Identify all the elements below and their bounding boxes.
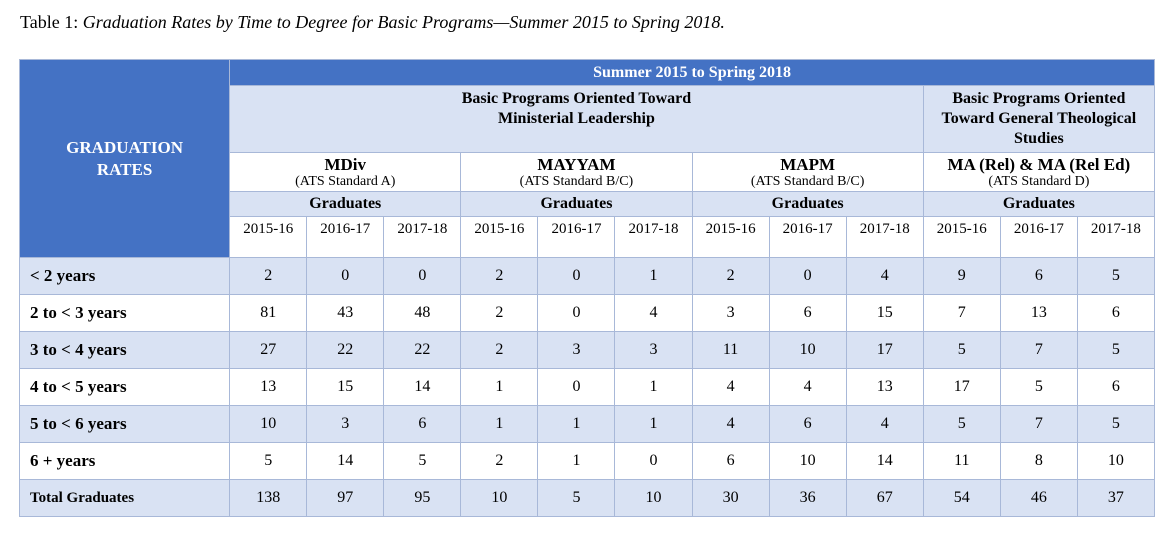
table-cell: 3 — [538, 332, 615, 369]
table-cell: 5 — [923, 406, 1000, 443]
caption-title: Graduation Rates by Time to Degree for Basic Programs—Summer 2015 to Spring 2018. — [82, 12, 725, 32]
group-header-ministerial — [230, 86, 924, 153]
table-cell: 6 — [1077, 369, 1154, 406]
table-cell: 0 — [384, 258, 461, 295]
table-cell: 4 — [692, 406, 769, 443]
table-cell: 3 — [615, 332, 692, 369]
graduates-subheader: Graduates — [923, 192, 1154, 217]
table-cell: 0 — [538, 258, 615, 295]
program-mayyam — [461, 153, 692, 192]
table-cell: 6 — [384, 406, 461, 443]
table-cell: 4 — [615, 295, 692, 332]
table-cell: 54 — [923, 480, 1000, 517]
table-cell: 1 — [615, 369, 692, 406]
table-row — [20, 369, 1155, 406]
table-cell: 9 — [923, 258, 1000, 295]
table-cell: 15 — [846, 295, 923, 332]
table-cell: 10 — [615, 480, 692, 517]
table-cell: 14 — [384, 369, 461, 406]
table-cell: 5 — [1077, 258, 1154, 295]
table-cell: 97 — [307, 480, 384, 517]
table-cell: 11 — [692, 332, 769, 369]
table-cell: 46 — [1000, 480, 1077, 517]
table-cell: 8 — [1000, 443, 1077, 480]
table-cell: 10 — [1077, 443, 1154, 480]
graduates-subheader: Graduates — [461, 192, 692, 217]
year-header: 2015-16 — [230, 217, 307, 258]
table-row — [20, 332, 1155, 369]
table-cell: 4 — [846, 406, 923, 443]
table-cell: 2 — [461, 295, 538, 332]
table-cell: 2 — [230, 258, 307, 295]
table-cell: 1 — [615, 258, 692, 295]
table-cell: 2 — [461, 258, 538, 295]
table-cell: 6 — [769, 295, 846, 332]
table-cell: 14 — [307, 443, 384, 480]
table-cell: 5 — [923, 332, 1000, 369]
table-cell: 5 — [1077, 332, 1154, 369]
table-cell: 17 — [923, 369, 1000, 406]
graduates-subheader: Graduates — [692, 192, 923, 217]
year-header: 2017-18 — [846, 217, 923, 258]
group-header-general — [923, 86, 1154, 153]
year-header: 2016-17 — [538, 217, 615, 258]
table-cell: 5 — [1000, 369, 1077, 406]
table-cell: 48 — [384, 295, 461, 332]
year-header: 2015-16 — [692, 217, 769, 258]
table-cell: 15 — [307, 369, 384, 406]
program-name: MDiv — [324, 154, 367, 174]
table-cell: 36 — [769, 480, 846, 517]
program-standard: (ATS Standard A) — [295, 173, 396, 189]
table-row — [20, 295, 1155, 332]
program-ma-rel — [923, 153, 1154, 192]
row-label: 3 to < 4 years — [20, 332, 230, 369]
year-header: 2017-18 — [615, 217, 692, 258]
table-cell: 17 — [846, 332, 923, 369]
table-cell: 4 — [846, 258, 923, 295]
table-cell: 3 — [692, 295, 769, 332]
table-cell: 0 — [615, 443, 692, 480]
table-cell: 81 — [230, 295, 307, 332]
table-cell: 11 — [923, 443, 1000, 480]
row-label: 5 to < 6 years — [20, 406, 230, 443]
table-cell: 2 — [461, 443, 538, 480]
table-cell: 13 — [1000, 295, 1077, 332]
table-row — [20, 258, 1155, 295]
table-cell: 13 — [230, 369, 307, 406]
row-label: 4 to < 5 years — [20, 369, 230, 406]
table-cell: 37 — [1077, 480, 1154, 517]
table-cell: 1 — [461, 369, 538, 406]
table-cell: 43 — [307, 295, 384, 332]
table-row — [20, 480, 1155, 517]
table-cell: 7 — [923, 295, 1000, 332]
table-cell: 2 — [461, 332, 538, 369]
table-cell: 67 — [846, 480, 923, 517]
table-cell: 13 — [846, 369, 923, 406]
row-label: < 2 years — [20, 258, 230, 295]
year-header: 2016-17 — [1000, 217, 1077, 258]
table-cell: 1 — [461, 406, 538, 443]
period-header: Summer 2015 to Spring 2018 — [230, 60, 1155, 86]
program-name: MA (Rel) & MA (Rel Ed) — [947, 154, 1131, 174]
table-cell: 1 — [538, 443, 615, 480]
table-cell: 0 — [307, 258, 384, 295]
year-header: 2017-18 — [1077, 217, 1154, 258]
table-cell: 7 — [1000, 332, 1077, 369]
table-cell: 6 — [769, 406, 846, 443]
table-cell: 5 — [1077, 406, 1154, 443]
table-cell: 0 — [538, 295, 615, 332]
table-cell: 1 — [538, 406, 615, 443]
year-header: 2015-16 — [461, 217, 538, 258]
caption-prefix: Table 1: — [20, 12, 83, 32]
graduation-rates-table — [19, 59, 1155, 517]
table-cell: 7 — [1000, 406, 1077, 443]
graduates-subheader: Graduates — [230, 192, 461, 217]
program-name: MAPM — [780, 154, 836, 174]
table-cell: 138 — [230, 480, 307, 517]
table-cell: 10 — [461, 480, 538, 517]
table-cell: 3 — [307, 406, 384, 443]
table-cell: 30 — [692, 480, 769, 517]
group-label-general: Basic Programs Oriented Toward General Theological Studies — [941, 90, 1137, 147]
table-cell: 95 — [384, 480, 461, 517]
table-cell: 22 — [384, 332, 461, 369]
program-name: MAYYAM — [537, 154, 616, 174]
table-cell: 2 — [692, 258, 769, 295]
table-cell: 6 — [692, 443, 769, 480]
group-label-ministerial: Basic Programs Oriented Toward Ministerial Leadership — [461, 90, 692, 127]
table-cell: 27 — [230, 332, 307, 369]
table-row — [20, 406, 1155, 443]
table-cell: 0 — [769, 258, 846, 295]
program-mdiv — [230, 153, 461, 192]
row-label: 6 + years — [20, 443, 230, 480]
table-cell: 1 — [615, 406, 692, 443]
table-cell: 10 — [230, 406, 307, 443]
table-cell: 5 — [230, 443, 307, 480]
table-cell: 10 — [769, 443, 846, 480]
table-cell: 10 — [769, 332, 846, 369]
program-standard: (ATS Standard B/C) — [750, 173, 865, 189]
row-label: 2 to < 3 years — [20, 295, 230, 332]
table-cell: 6 — [1077, 295, 1154, 332]
table-cell: 4 — [692, 369, 769, 406]
table-cell: 4 — [769, 369, 846, 406]
table-row — [20, 443, 1155, 480]
year-header: 2016-17 — [769, 217, 846, 258]
year-header: 2015-16 — [923, 217, 1000, 258]
table-cell: 14 — [846, 443, 923, 480]
program-standard: (ATS Standard B/C) — [519, 173, 634, 189]
program-standard: (ATS Standard D) — [988, 173, 1090, 189]
table-cell: 5 — [538, 480, 615, 517]
row-header-label: GRADUATION RATES — [66, 137, 183, 179]
table-cell: 6 — [1000, 258, 1077, 295]
table-cell: 5 — [384, 443, 461, 480]
row-header-cell — [20, 60, 230, 258]
table-cell: 22 — [307, 332, 384, 369]
row-label: Total Graduates — [20, 480, 230, 517]
program-mapm — [692, 153, 923, 192]
year-header: 2016-17 — [307, 217, 384, 258]
table-caption — [20, 12, 725, 33]
year-header: 2017-18 — [384, 217, 461, 258]
table-cell: 0 — [538, 369, 615, 406]
